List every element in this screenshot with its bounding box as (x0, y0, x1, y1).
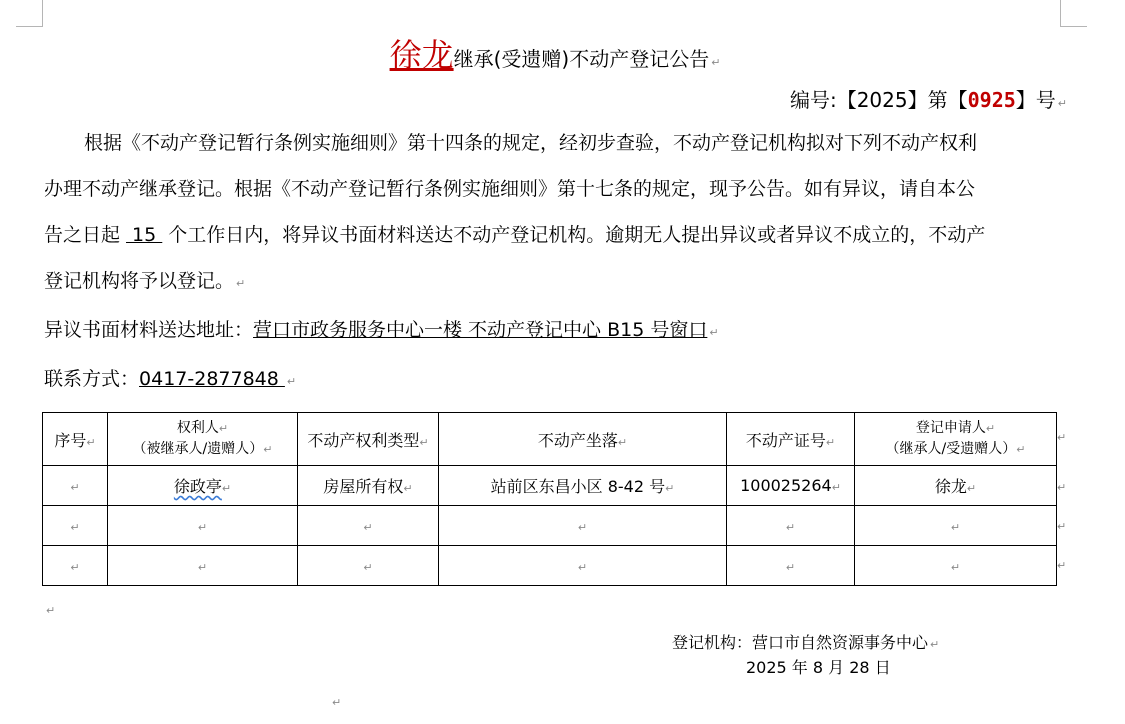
number-suffix: 】号 (1015, 88, 1056, 112)
row-end-mark-icon: ↵ (1057, 481, 1067, 494)
cell-seq: ↵ (43, 546, 108, 586)
notice-title (0, 30, 1110, 76)
header-holder: 权利人↵ （被继承人/遗赠人）↵ (108, 413, 298, 466)
registration-table (42, 412, 1057, 586)
org-name: 营口市自然资源事务中心 (752, 633, 929, 652)
header-right-type: 不动产权利类型↵ (298, 413, 439, 466)
paragraph-mark-icon: ↵ (332, 696, 342, 709)
address-label: 异议书面材料送达地址： (44, 319, 254, 341)
page-corner-top-right (1060, 0, 1087, 27)
cell-applicant: 徐龙↵ (855, 466, 1057, 506)
contact-line (44, 356, 1064, 405)
cell-applicant: ↵ (855, 546, 1057, 586)
paragraph-mark-icon: ↵ (46, 604, 56, 617)
notice-date: 2025 年 8 月 28 日 (746, 658, 891, 677)
number-middle: 】第【 (907, 88, 968, 112)
cell-holder: ↵ (108, 506, 298, 546)
title-text: 继承(受遗赠)不动产登记公告 (453, 47, 710, 71)
paragraph-mark-icon: ↵ (236, 277, 246, 290)
cell-cert-no: 100025264↵ (727, 466, 855, 506)
org-label: 登记机构： (672, 633, 753, 652)
registration-org (672, 630, 939, 653)
paragraph-mark-icon: ↵ (930, 638, 940, 651)
cell-seq: ↵ (43, 466, 108, 506)
header-seq: 序号↵ (43, 413, 108, 466)
paragraph-mark-icon: ↵ (1057, 97, 1067, 110)
paragraph-mark-icon: ↵ (711, 56, 721, 69)
header-cert-no: 不动产证号↵ (727, 413, 855, 466)
body-line-3-pre: 告之日起 (44, 224, 121, 246)
cell-location: ↵ (439, 506, 727, 546)
cell-cert-no: ↵ (727, 506, 855, 546)
number-prefix: 编号:【 (789, 88, 857, 112)
header-location: 不动产坐落↵ (439, 413, 727, 466)
body-line-2: 办理不动产继承登记。根据《不动产登记暂行条例实施细则》第十七条的规定，现予公告。如有异议，请自本公 (44, 178, 976, 200)
table-row (43, 466, 1057, 506)
body-line-4 (44, 258, 1064, 307)
header-applicant: 登记申请人↵ （继承人/受遗赠人）↵ (855, 413, 1057, 466)
notice-number (790, 84, 1067, 113)
cell-location: 站前区东昌小区 8-42 号↵ (439, 466, 727, 506)
table-header-row (43, 413, 1057, 466)
cell-right-type: ↵ (298, 546, 439, 586)
table-row (43, 506, 1057, 546)
number-year: 2025 (856, 88, 908, 112)
page-corner-top-left (16, 0, 43, 27)
table-row (43, 546, 1057, 586)
body-line-1: 根据《不动产登记暂行条例实施细则》第十四条的规定，经初步查验，不动产登记机构拟对下列不动产权利 (84, 132, 978, 154)
address-line (44, 307, 1064, 356)
body-line-4-text: 登记机构将予以登记。 (44, 270, 235, 292)
cell-cert-no: ↵ (727, 546, 855, 586)
cell-applicant: ↵ (855, 506, 1057, 546)
contact-label: 联系方式： (44, 368, 140, 390)
cell-right-type: ↵ (298, 506, 439, 546)
paragraph-mark-icon: ↵ (286, 375, 297, 388)
row-end-mark-icon: ↵ (1057, 559, 1067, 572)
contact-value: 0417-2877848 (139, 368, 285, 390)
paragraph-mark-icon: ↵ (709, 326, 719, 339)
cell-holder: ↵ (108, 546, 298, 586)
objection-days: 15 (126, 224, 163, 246)
body-line-3 (44, 212, 1064, 258)
cell-seq: ↵ (43, 506, 108, 546)
title-person-name: 徐龙 (389, 36, 454, 74)
row-end-mark-icon: ↵ (1057, 431, 1067, 444)
body-line-3-post: 个工作日内，将异议书面材料送达不动产登记机构。逾期无人提出异议或者异议不成立的，不动产 (168, 224, 986, 246)
cell-holder: 徐政亭↵ (108, 466, 298, 506)
address-value: 营口市政务服务中心一楼 不动产登记中心 B15 号窗口 (253, 319, 708, 341)
number-serial: 0925 (967, 88, 1016, 112)
notice-body (44, 120, 1064, 405)
cell-right-type: 房屋所有权↵ (298, 466, 439, 506)
cell-location: ↵ (439, 546, 727, 586)
row-end-mark-icon: ↵ (1057, 520, 1067, 533)
